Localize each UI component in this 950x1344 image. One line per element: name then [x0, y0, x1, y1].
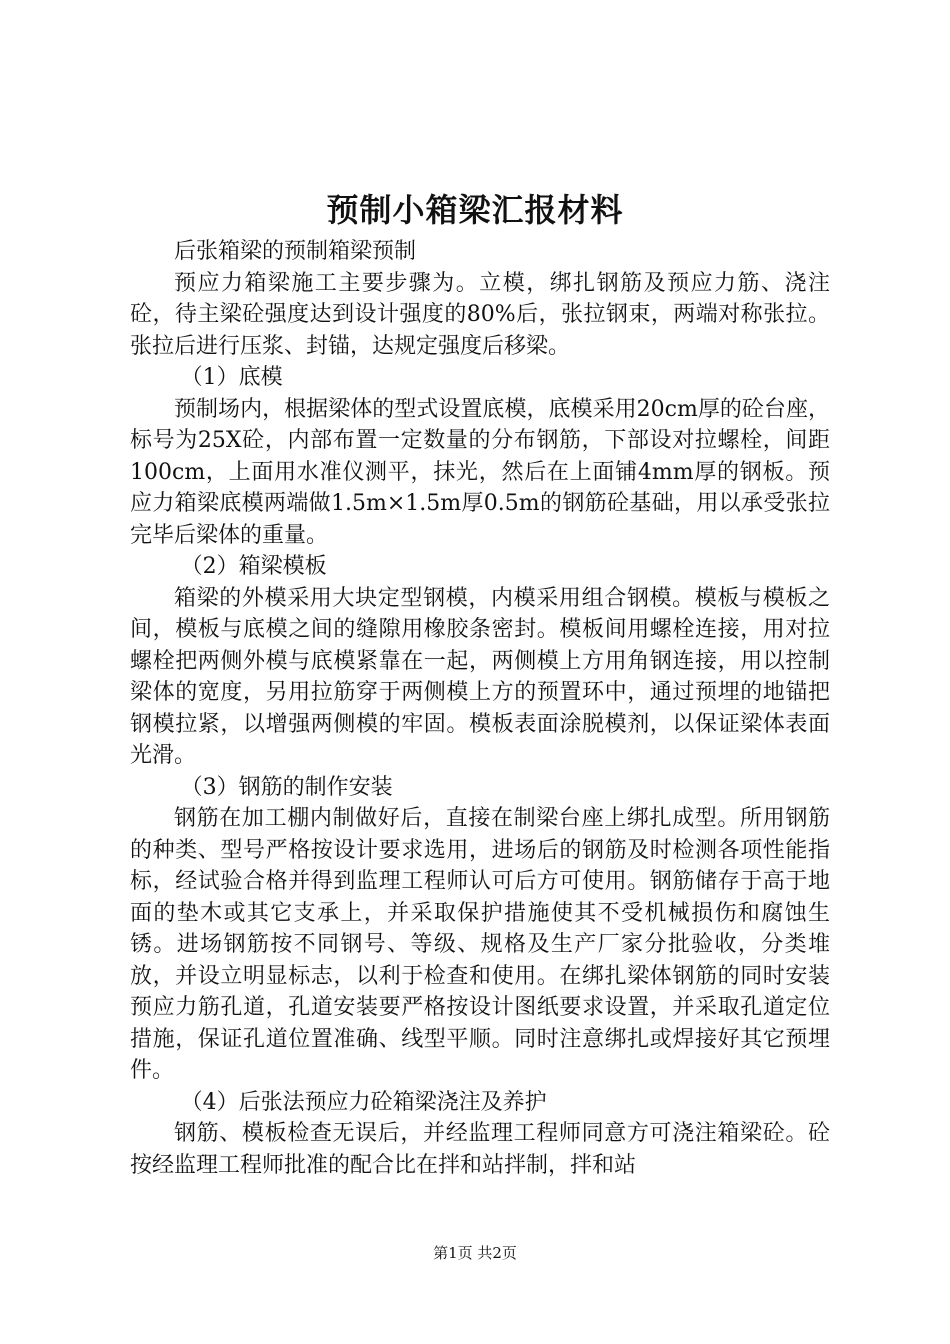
document-title: 预制小箱梁汇报材料	[326, 191, 624, 229]
paragraph-main-steps: 预应力箱梁施工主要步骤为。立模，绑扎钢筋及预应力筋、浇注砼，待主梁砼强度达到设计强度的80%后，张拉钢束，两端对称张拉。张拉后进行压浆、封锚，达规定强度后移梁。	[130, 270, 830, 359]
section-heading-concrete-pouring: （4）后张法预应力砼箱梁浇注及养护	[180, 1089, 547, 1115]
section-heading-box-girder-formwork: （2）箱梁模板	[180, 554, 327, 579]
paragraph-bottom-mold: 预制场内，根据梁体的型式设置底模，底模采用20cm厚的砼台座，标号为25X砼，内部布置一定数量的分布钢筋，下部设对拉螺栓，间距100cm，上面用水准仪测平，抹光，然后在上面铺4mm厚的钢板。预应力箱梁底模两端做1.5m×1.5m厚0.5m的钢筋砼基础，用以承受张拉完毕后梁体的重量。	[130, 396, 830, 548]
paragraph-intro: 后张箱梁的预制箱梁预制	[174, 239, 417, 264]
section-heading-bottom-mold: （1）底模	[180, 365, 283, 390]
section-heading-rebar-installation: （3）钢筋的制作安装	[180, 774, 393, 800]
page-number-footer: 第1页 共2页	[433, 1244, 517, 1262]
document-body	[130, 236, 830, 1181]
paragraph-rebar-installation: 钢筋在加工棚内制做好后，直接在制梁台座上绑扎成型。所用钢筋的种类、型号严格按设计要求选用，进场后的钢筋及时检测各项性能指标，经试验合格并得到监理工程师认可后方可使用。钢筋储存于高于地面的垫木或其它支承上，并采取保护措施使其不受机械损伤和腐蚀生锈。进场钢筋按不同钢号、等级、规格及生产厂家分批验收，分类堆放，并设立明显标志，以利于检查和使用。在绑扎梁体钢筋的同时安装预应力筋孔道，孔道安装要严格按设计图纸要求设置，并采取孔道定位措施，保证孔道位置准确、线型平顺。同时注意绑扎或焊接好其它预埋件。	[130, 806, 830, 1083]
paragraph-concrete-pouring: 钢筋、模板检查无误后，并经监理工程师同意方可浇注箱梁砼。砼按经监理工程师批准的配合比在拌和站拌制，拌和站	[130, 1121, 830, 1178]
paragraph-box-girder-formwork: 箱梁的外模采用大块定型钢模，内模采用组合钢模。模板与模板之间，模板与底模之间的缝隙用橡胶条密封。模板间用螺栓连接，用对拉螺栓把两侧外模与底模紧靠在一起，两侧模上方用角钢连接，用以控制梁体的宽度，另用拉筋穿于两侧模上方的预置环中，通过预埋的地锚把钢模拉紧，以增强两侧模的牢固。模板表面涂脱模剂，以保证梁体表面光滑。	[130, 585, 830, 768]
